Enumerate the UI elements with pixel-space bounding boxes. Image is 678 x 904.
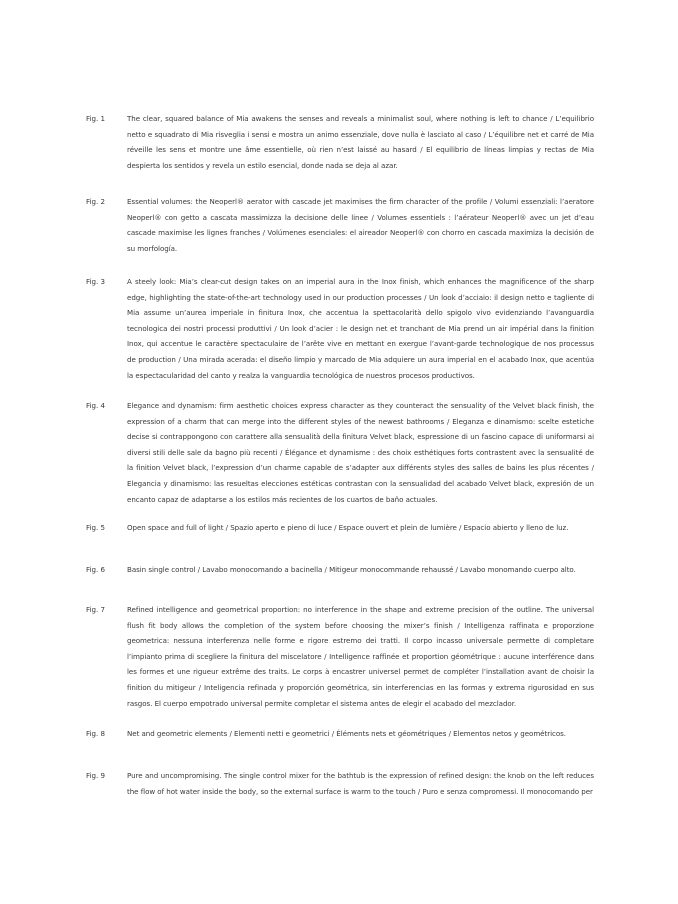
figure-label: Fig. 3 — [86, 277, 106, 286]
figure-label: Fig. 4 — [86, 401, 106, 410]
caption-text: Net and geometric elements / Elementi netti e geometrici / Éléments nets et géométriques / Elementos netos y geométricos. — [127, 729, 567, 738]
caption-text: Refined intelligence and geometrical proportion: no interference in the shape and extreme precision of the outline. The universal flush fit body allows the completion of the system before choosing the mixer’s finish / Intelligenza raffinata e proporzione geometrica: nessuna interferenza nelle forme e rigore estremo dei tratti. Il corpo incasso universale permette di completare l’impianto prima di scegliere la finitura del miscelatore / Intelligence raffinée et proportion géométrique : aucune interférence dans les formes et une rigueur extrême des traits. Le corps à encastrer universel permet de compléter l’installation avant de choisir la finition du mitigeur / Inteligencia refinada y proporción geométrica, sin interferencias en las formas y extrema rigurosidad en sus rasgos. El cuerpo empotrado universal permite completar el sistema antes de elegir el acabado del mezclador. — [127, 605, 594, 708]
caption-text: Essential volumes: the Neoperl® aerator with cascade jet maximises the firm character of the profile / Volumi essenziali: l’aeratore Neoperl® con getto a cascata massimizza la decisione delle linee / Volumes essentiels : l’aérateur Neoperl® avec un jet d’eau cascade maximise les lignes franches / Volúmenes esenciales: el aireador Neoperl® con chorro en cascada maximiza la decisión de su morfología. — [127, 197, 594, 253]
caption-text: Open space and full of light / Spazio aperto e pieno di luce / Espace ouvert et plein de lumière / Espacio abierto y lleno de luz. — [127, 523, 569, 532]
figure-label: Fig. 5 — [86, 523, 106, 532]
caption-text: Pure and uncompromising. The single control mixer for the bathtub is the expression of refined design: the knob on the left reduces the flow of hot water inside the body, so the external surface is warm to the touch / Puro e senza compromessi. Il monocomando per — [127, 771, 594, 796]
caption-text: The clear, squared balance of Mia awakens the senses and reveals a minimalist soul, where nothing is left to chance / L’equilibrio netto e squadrato di Mia risveglia i sensi e mostra un animo essenziale, dove nulla è lasciato al caso / L’équilibre net et carré de Mia réveille les sens et montre une âme essentielle, où rien n’est laissé au hasard / El equilibrio de líneas limpias y rectas de Mia despierta los sentidos y revela un estilo esencial, donde nada se deja al azar. — [127, 114, 594, 170]
caption-text: Elegance and dynamism: firm aesthetic choices express character as they counteract the sensuality of the Velvet black finish, the expression of a charm that can merge into the different styles of the newest bathrooms / Eleganza e dinamismo: scelte estetiche decise si contrappongono con carattere alla sensualità della finitura Velvet black, espressione di un fascino capace di uniformarsi ai diversi stili delle sale da bagno più recenti / Élégance et dynamisme : des choix esthétiques forts contrastent avec la sensualité de la finition Velvet black, l’expression d’un charme capable de s’adapter aux différents styles des salles de bains les plus récentes / Elegancia y dinamismo: las resueltas elecciones estéticas contrastan con la sensualidad del acabado Velvet black, expresión de un encanto capaz de adaptarse a los estilos más recientes de los cuartos de baño actuales. — [127, 401, 594, 504]
figure-label: Fig. 8 — [86, 729, 106, 738]
figure-label: Fig. 9 — [86, 771, 106, 780]
caption-text: A steely look: Mia’s clear-cut design takes on an imperial aura in the Inox finish, which enhances the magnificence of the sharp edge, highlighting the state-of-the-art technology used in our production processes / Un look d’acciaio: il design netto e tagliente di Mia assume un’aurea imperiale in finitura Inox, che accentua la spettacolarità dello spigolo vivo evidenziando l’avanguardia tecnologica dei nostri processi produttivi / Un look d’acier : le design net et tranchant de Mia prend un air impérial dans la finition Inox, qui accentue le caractère spectaculaire de l’arête vive en mettant en exergue l’avant-garde technologique de nos processus de production / Una mirada acerada: el diseño limpio y marcado de Mia adquiere un aura imperial en el acabado Inox, que acentúa la espectacularidad del canto y realza la vanguardia tecnológica de nuestros procesos productivos. — [127, 277, 594, 380]
figure-label: Fig. 6 — [86, 565, 106, 574]
figure-label: Fig. 1 — [86, 114, 106, 123]
figure-label: Fig. 2 — [86, 197, 106, 206]
figure-label: Fig. 7 — [86, 605, 106, 614]
caption-text: Basin single control / Lavabo monocomando a bacinella / Mitigeur monocommande rehaussé / Lavabo monomando cuerpo alto. — [127, 565, 576, 574]
